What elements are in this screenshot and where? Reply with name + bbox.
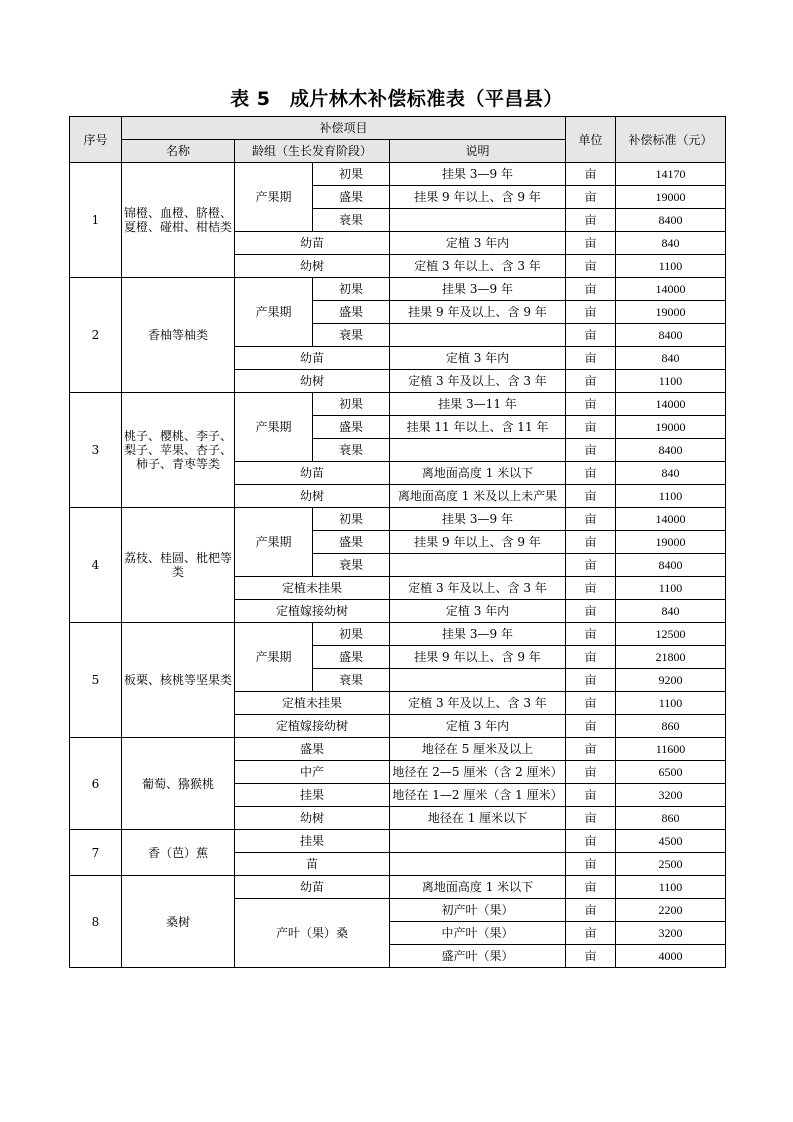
description: 挂果 9 年以上、含 9 年	[390, 646, 566, 669]
unit: 亩	[566, 692, 616, 715]
description: 离地面高度 1 米以下	[390, 876, 566, 899]
group-name: 葡萄、猕猴桃	[122, 738, 235, 830]
description: 定植 3 年内	[390, 715, 566, 738]
description	[390, 209, 566, 232]
unit: 亩	[566, 646, 616, 669]
standard-value: 21800	[616, 646, 726, 669]
group-stage: 产果期	[235, 163, 313, 232]
standard-value: 8400	[616, 209, 726, 232]
description: 中产叶（果）	[390, 922, 566, 945]
description: 挂果 9 年及以上、含 9 年	[390, 301, 566, 324]
unit: 亩	[566, 761, 616, 784]
standard-value: 8400	[616, 439, 726, 462]
unit: 亩	[566, 554, 616, 577]
description	[390, 830, 566, 853]
standard-value: 8400	[616, 324, 726, 347]
group-seq: 5	[70, 623, 122, 738]
group-name: 板栗、核桃等坚果类	[122, 623, 235, 738]
header-name: 名称	[122, 140, 235, 163]
description: 定植 3 年内	[390, 600, 566, 623]
unit: 亩	[566, 462, 616, 485]
unit: 亩	[566, 393, 616, 416]
standard-value: 19000	[616, 186, 726, 209]
group-name: 荔枝、桂圆、枇杷等类	[122, 508, 235, 623]
standard-value: 19000	[616, 416, 726, 439]
unit: 亩	[566, 853, 616, 876]
unit: 亩	[566, 347, 616, 370]
sub-stage: 定植嫁接幼树	[235, 600, 390, 623]
sub-stage: 幼苗	[235, 232, 390, 255]
description: 挂果 3—9 年	[390, 163, 566, 186]
table-row	[70, 393, 726, 416]
table-row	[70, 738, 726, 761]
group-seq: 3	[70, 393, 122, 508]
description	[390, 554, 566, 577]
standard-value: 1100	[616, 370, 726, 393]
standard-value: 1100	[616, 485, 726, 508]
header-desc: 说明	[390, 140, 566, 163]
standard-value: 1100	[616, 255, 726, 278]
sub-stage: 初果	[313, 393, 390, 416]
description: 挂果 11 年以上、含 11 年	[390, 416, 566, 439]
description: 定植 3 年及以上、含 3 年	[390, 692, 566, 715]
unit: 亩	[566, 485, 616, 508]
sub-stage: 衰果	[313, 439, 390, 462]
unit: 亩	[566, 922, 616, 945]
description: 地径在 1—2 厘米（含 1 厘米）	[390, 784, 566, 807]
sub-stage: 初果	[313, 163, 390, 186]
description: 盛产叶（果）	[390, 945, 566, 968]
standard-value: 12500	[616, 623, 726, 646]
header-unit: 单位	[566, 117, 616, 163]
sub-stage: 苗	[235, 853, 390, 876]
sub-stage: 盛果	[313, 301, 390, 324]
unit: 亩	[566, 508, 616, 531]
unit: 亩	[566, 945, 616, 968]
sub-stage: 衰果	[313, 324, 390, 347]
unit: 亩	[566, 163, 616, 186]
standard-value: 860	[616, 715, 726, 738]
sub-stage: 盛果	[235, 738, 390, 761]
unit: 亩	[566, 531, 616, 554]
unit: 亩	[566, 876, 616, 899]
header-stage: 龄组（生长发育阶段）	[235, 140, 390, 163]
group-stage: 产果期	[235, 393, 313, 462]
standard-value: 19000	[616, 301, 726, 324]
sub-stage: 衰果	[313, 209, 390, 232]
group-name: 香（芭）蕉	[122, 830, 235, 876]
unit: 亩	[566, 784, 616, 807]
standard-value: 840	[616, 462, 726, 485]
sub-stage: 盛果	[313, 416, 390, 439]
unit: 亩	[566, 324, 616, 347]
sub-stage: 幼树	[235, 255, 390, 278]
unit: 亩	[566, 830, 616, 853]
sub-stage: 定植未挂果	[235, 577, 390, 600]
sub-stage: 衰果	[313, 669, 390, 692]
header-seq: 序号	[70, 117, 122, 163]
group-name: 桃子、樱桃、李子、梨子、苹果、杏子、柿子、青枣等类	[122, 393, 235, 508]
standard-value: 1100	[616, 577, 726, 600]
sub-stage: 初果	[313, 508, 390, 531]
unit: 亩	[566, 209, 616, 232]
group-name: 香柚等柚类	[122, 278, 235, 393]
standard-value: 14000	[616, 393, 726, 416]
description	[390, 439, 566, 462]
standard-value: 11600	[616, 738, 726, 761]
description: 挂果 3—9 年	[390, 508, 566, 531]
standard-value: 14000	[616, 508, 726, 531]
standard-value: 4500	[616, 830, 726, 853]
group-name: 锦橙、血橙、脐橙、夏橙、碰柑、柑桔类	[122, 163, 235, 278]
description: 挂果 3—9 年	[390, 623, 566, 646]
unit: 亩	[566, 623, 616, 646]
unit: 亩	[566, 899, 616, 922]
sub-stage: 盛果	[313, 646, 390, 669]
standard-value: 3200	[616, 784, 726, 807]
sub-stage: 幼苗	[235, 876, 390, 899]
standard-value: 2500	[616, 853, 726, 876]
sub-stage: 幼树	[235, 485, 390, 508]
description: 挂果 9 年以上、含 9 年	[390, 186, 566, 209]
description	[390, 324, 566, 347]
sub-stage: 盛果	[313, 186, 390, 209]
sub-stage: 定植嫁接幼树	[235, 715, 390, 738]
unit: 亩	[566, 301, 616, 324]
standard-value: 4000	[616, 945, 726, 968]
standard-value: 1100	[616, 692, 726, 715]
description: 离地面高度 1 米及以上未产果	[390, 485, 566, 508]
unit: 亩	[566, 807, 616, 830]
unit: 亩	[566, 186, 616, 209]
standard-value: 840	[616, 347, 726, 370]
sub-stage: 初果	[313, 623, 390, 646]
standard-value: 6500	[616, 761, 726, 784]
standard-value: 3200	[616, 922, 726, 945]
header-items: 补偿项目	[122, 117, 566, 140]
table-row	[70, 876, 726, 899]
unit: 亩	[566, 416, 616, 439]
description: 定植 3 年内	[390, 232, 566, 255]
group-seq: 1	[70, 163, 122, 278]
group-stage: 产叶（果）桑	[235, 899, 390, 968]
standard-value: 2200	[616, 899, 726, 922]
description: 挂果 3—9 年	[390, 278, 566, 301]
sub-stage: 中产	[235, 761, 390, 784]
page-title: 表 5 成片林木补偿标准表（平昌县）	[230, 88, 563, 110]
description: 离地面高度 1 米以下	[390, 462, 566, 485]
group-seq: 8	[70, 876, 122, 968]
unit: 亩	[566, 370, 616, 393]
table-row	[70, 163, 726, 186]
standard-value: 14170	[616, 163, 726, 186]
sub-stage: 幼苗	[235, 347, 390, 370]
standard-value: 14000	[616, 278, 726, 301]
description: 初产叶（果）	[390, 899, 566, 922]
table-row	[70, 623, 726, 646]
header-standard: 补偿标准（元）	[616, 117, 726, 163]
sub-stage: 幼苗	[235, 462, 390, 485]
description: 挂果 3—11 年	[390, 393, 566, 416]
group-stage: 产果期	[235, 508, 313, 577]
description: 地径在 5 厘米及以上	[390, 738, 566, 761]
group-stage: 产果期	[235, 278, 313, 347]
description: 定植 3 年及以上、含 3 年	[390, 577, 566, 600]
group-seq: 6	[70, 738, 122, 830]
description	[390, 853, 566, 876]
group-stage: 产果期	[235, 623, 313, 692]
unit: 亩	[566, 669, 616, 692]
sub-stage: 幼树	[235, 370, 390, 393]
group-name: 桑树	[122, 876, 235, 968]
description: 地径在 2—5 厘米（含 2 厘米）	[390, 761, 566, 784]
group-seq: 7	[70, 830, 122, 876]
group-seq: 4	[70, 508, 122, 623]
unit: 亩	[566, 715, 616, 738]
description: 地径在 1 厘米以下	[390, 807, 566, 830]
standard-value: 840	[616, 232, 726, 255]
unit: 亩	[566, 738, 616, 761]
unit: 亩	[566, 577, 616, 600]
sub-stage: 盛果	[313, 531, 390, 554]
description: 定植 3 年及以上、含 3 年	[390, 370, 566, 393]
table-row	[70, 830, 726, 853]
description: 定植 3 年以上、含 3 年	[390, 255, 566, 278]
group-seq: 2	[70, 278, 122, 393]
table-row	[70, 278, 726, 301]
standard-value: 8400	[616, 554, 726, 577]
unit: 亩	[566, 439, 616, 462]
description	[390, 669, 566, 692]
standard-value: 840	[616, 600, 726, 623]
sub-stage: 挂果	[235, 784, 390, 807]
sub-stage: 挂果	[235, 830, 390, 853]
standard-value: 19000	[616, 531, 726, 554]
unit: 亩	[566, 600, 616, 623]
compensation-table	[69, 116, 726, 968]
standard-value: 860	[616, 807, 726, 830]
sub-stage: 初果	[313, 278, 390, 301]
description: 定植 3 年内	[390, 347, 566, 370]
unit: 亩	[566, 278, 616, 301]
unit: 亩	[566, 232, 616, 255]
unit: 亩	[566, 255, 616, 278]
sub-stage: 衰果	[313, 554, 390, 577]
description: 挂果 9 年以上、含 9 年	[390, 531, 566, 554]
standard-value: 9200	[616, 669, 726, 692]
standard-value: 1100	[616, 876, 726, 899]
sub-stage: 定植未挂果	[235, 692, 390, 715]
header-row-1	[70, 117, 726, 140]
sub-stage: 幼树	[235, 807, 390, 830]
table-row	[70, 508, 726, 531]
